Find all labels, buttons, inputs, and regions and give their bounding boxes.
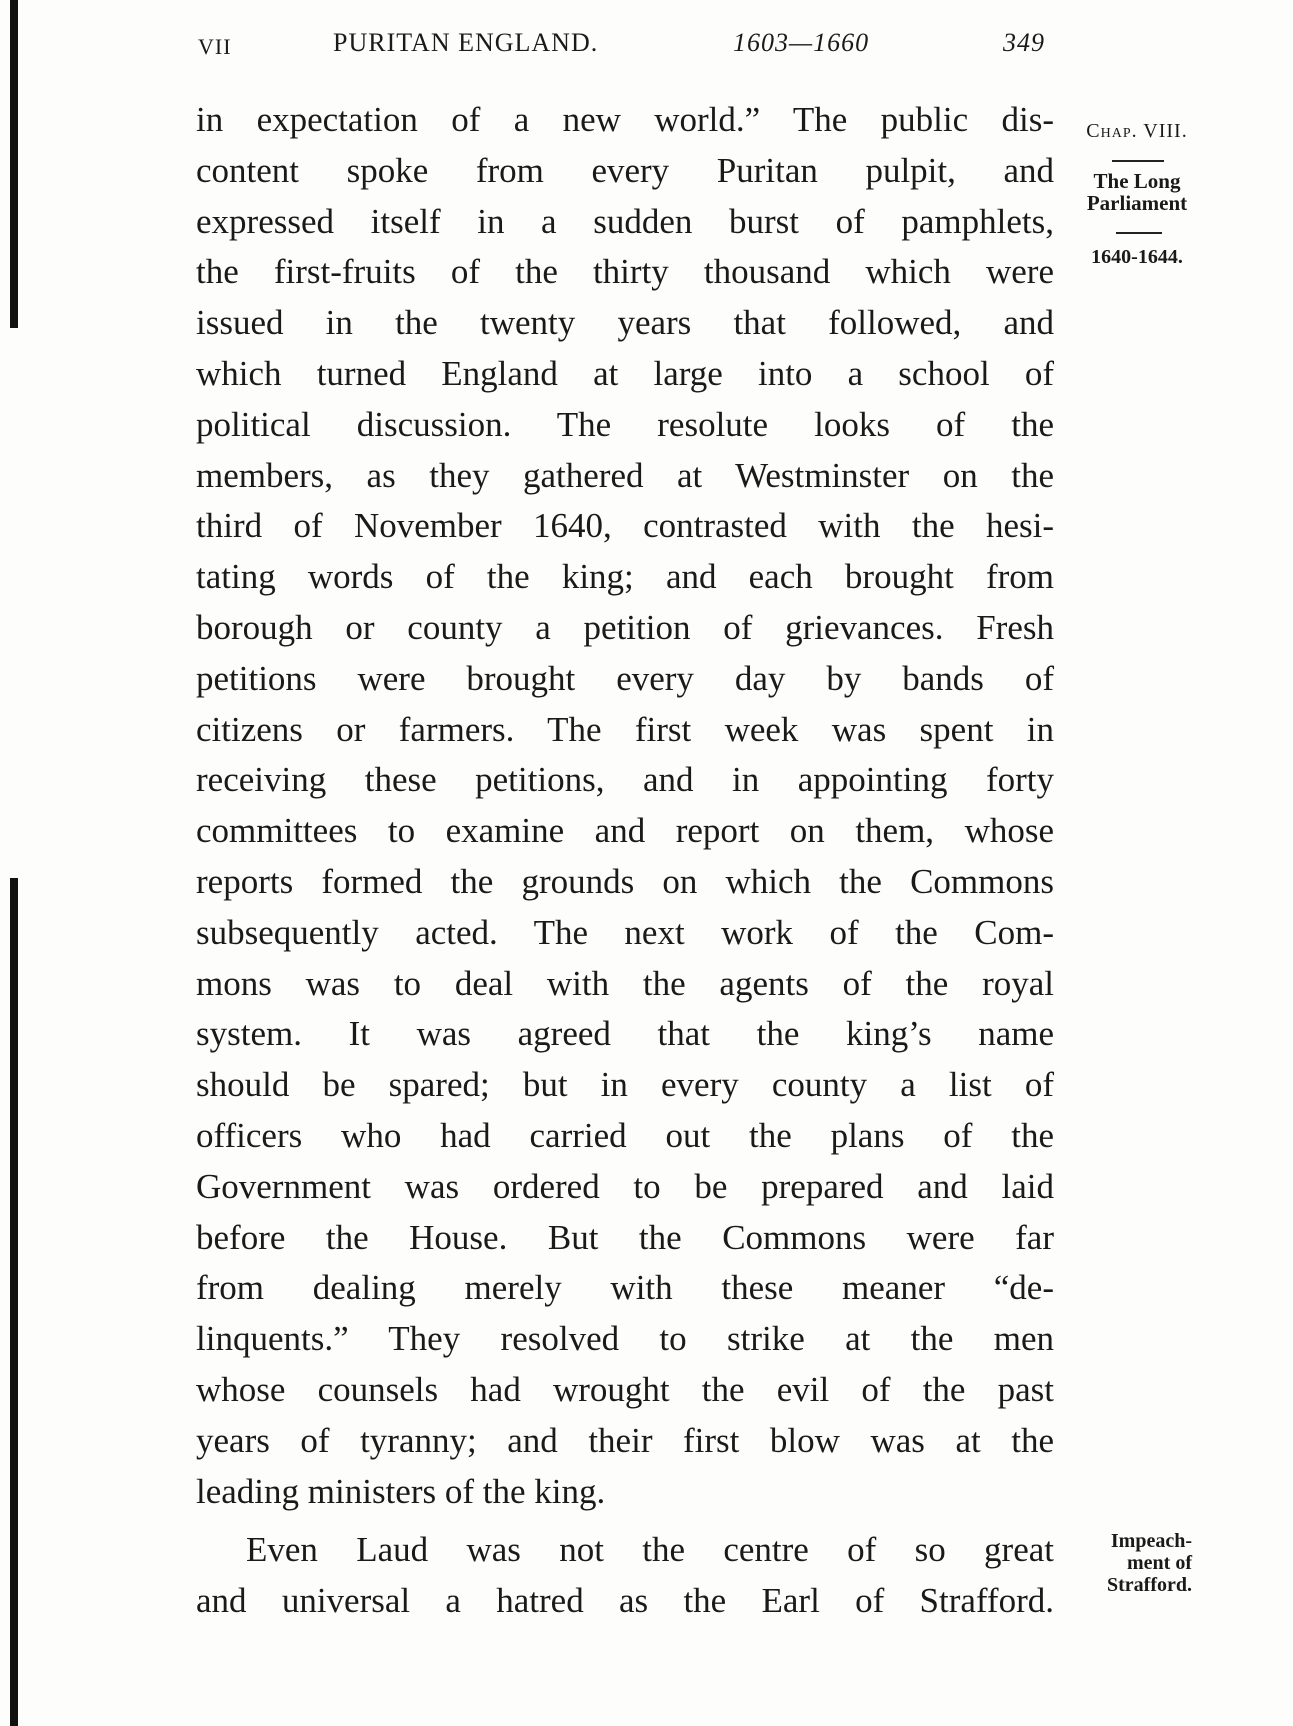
text-line: issued in the twenty years that followed, and xyxy=(196,303,1054,343)
text-line: in expectation of a new world.” The public dis- xyxy=(196,100,1054,139)
marginal-rule xyxy=(1112,160,1164,162)
marginal-impeach-line: Strafford. xyxy=(1107,1574,1192,1596)
text-line: petitions were brought every day by bands of xyxy=(196,658,1054,698)
text-line: members, as they gathered at Westminster on the xyxy=(196,455,1054,495)
text-line: citizens or farmers. The first week was spent in xyxy=(196,709,1054,749)
marginal-topic xyxy=(1062,170,1212,214)
marginal-topic-line: Parliament xyxy=(1086,191,1188,215)
text-line: from dealing merely with these meaner “de- xyxy=(196,1268,1054,1308)
text-line: third of November 1640, contrasted with the hesi- xyxy=(196,506,1054,546)
marginal-impeach-line: Impeach- xyxy=(1110,1530,1192,1552)
text-line: should be spared; but in every county a list of xyxy=(196,1065,1054,1105)
running-head-dates: 1603—1660 xyxy=(733,28,870,57)
running-head xyxy=(198,28,1054,68)
text-line: borough or county a petition of grievances. Fresh xyxy=(196,607,1054,647)
text-line: content spoke from every Puritan pulpit, and xyxy=(196,150,1054,190)
text-line: receiving these petitions, and in appointing forty xyxy=(196,760,1054,800)
text-line: reports formed the grounds on which the Commons xyxy=(196,861,1054,901)
text-line: mons was to deal with the agents of the royal xyxy=(196,963,1054,1003)
marginal-impeachment xyxy=(1064,1530,1192,1596)
binding-edge-mark xyxy=(10,0,18,328)
page-number: 349 xyxy=(1003,28,1045,57)
main-paragraph xyxy=(196,95,1054,1517)
text-line: linquents.” They resolved to strike at the men xyxy=(196,1319,1054,1359)
text-line: before the House. But the Commons were far xyxy=(196,1217,1054,1257)
text-line: tating words of the king; and each brought from xyxy=(196,557,1054,597)
marginal-impeach-line: ment of xyxy=(1127,1552,1192,1574)
text-line: subsequently acted. The next work of the Com- xyxy=(196,912,1054,952)
text-line: which turned England at large into a school of xyxy=(196,353,1054,393)
text-line: and universal a hatred as the Earl of Strafford. xyxy=(196,1580,1054,1620)
text-line: committees to examine and report on them, whose xyxy=(196,811,1054,851)
marginal-topic-line: The Long xyxy=(1093,169,1181,193)
text-line: political discussion. The resolute looks of the xyxy=(196,404,1054,444)
text-line: officers who had carried out the plans of the xyxy=(196,1115,1054,1155)
text-line: the first-fruits of the thirty thousand which were xyxy=(196,252,1054,292)
text-line: Even Laud was not the centre of so great xyxy=(246,1530,1054,1569)
text-line: Government was ordered to be prepared and laid xyxy=(196,1166,1054,1206)
text-line: system. It was agreed that the king’s name xyxy=(196,1014,1054,1054)
running-head-chapter: VII xyxy=(198,34,232,59)
binding-edge-mark xyxy=(10,878,18,1726)
running-head-title: PURITAN ENGLAND. xyxy=(333,28,599,57)
second-paragraph xyxy=(196,1525,1054,1627)
marginal-dates: 1640-1644. xyxy=(1091,246,1183,268)
marginal-rule xyxy=(1116,232,1162,234)
text-line: leading ministers of the king. xyxy=(196,1471,606,1511)
text-line: whose counsels had wrought the evil of the past xyxy=(196,1369,1054,1409)
text-line: expressed itself in a sudden burst of pamphlets, xyxy=(196,201,1054,241)
marginal-chapter-label: Chap. VIII. xyxy=(1086,120,1188,142)
text-line: years of tyranny; and their first blow was at the xyxy=(196,1420,1054,1460)
